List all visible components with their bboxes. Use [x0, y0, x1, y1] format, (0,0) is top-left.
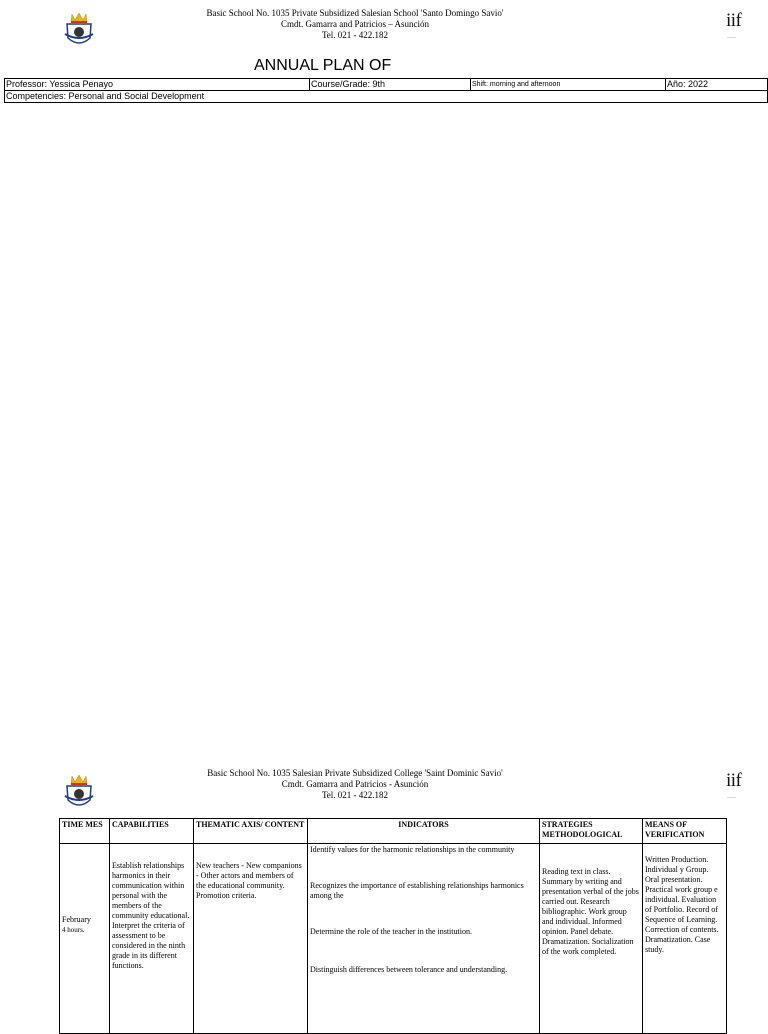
strategies-cell	[540, 844, 643, 1034]
capabilities-cell	[110, 844, 194, 1034]
competencies-cell: Competencies: Personal and Social Development	[5, 91, 768, 103]
iif-logo-text: iif	[726, 770, 742, 791]
school-header-text	[200, 768, 510, 801]
school-address: Cmdt. Gamarra and Patricios – Asunción	[281, 19, 429, 29]
header-capabilities: CAPABILITIES	[110, 819, 194, 844]
year-cell: Año: 2022	[666, 79, 768, 91]
thematic-text: New teachers - New companions - Other actors and members of the educational community. Promotion criteria.	[196, 861, 302, 900]
plan-info-table	[4, 78, 768, 103]
thematic-cell	[194, 844, 308, 1034]
hours-label: 4 hours.	[62, 926, 85, 934]
capabilities-text: Establish relationships harmonics in their communication within personal with the members of the community educational. Interpret the criteria of assessment to be considered in the ninth grade in its different functions.	[112, 861, 190, 970]
time-cell	[60, 844, 110, 1034]
indicator-item: Distinguish differences between tolerance and understanding.	[310, 965, 508, 974]
means-text: Written Production. Individual y Group. Oral presentation. Practical work group e individual. Evaluation of Portfolio. Record of Sequence of Learning. Correction of contents. Dramatization. Case study.	[645, 855, 719, 954]
table-row	[60, 844, 727, 1034]
header-strategies: STRATEGIES METHODOLOGICAL	[540, 819, 643, 844]
indicator-item: Determine the role of the teacher in the institution.	[310, 927, 472, 936]
iif-logo-tagline: ———	[727, 795, 736, 799]
indicators-cell	[308, 844, 540, 1034]
month-label: February	[62, 915, 91, 924]
school-name: Basic School No. 1035 Salesian Private Subsidized College 'Saint Dominic Savio'	[207, 768, 503, 778]
iif-logo-tagline: ———	[727, 35, 736, 39]
strategies-text: Reading text in class. Summary by writing and presentation verbal of the jobs carried out. Research bibliographic. Work group and individual. Informed opinion. Panel debate. Dramatization. Socialization of the work completed.	[542, 867, 639, 956]
document-title: ANNUAL PLAN OF	[254, 57, 392, 74]
header-means: MEANS OF VERIFICATION	[643, 819, 727, 844]
page-header-top	[0, 6, 768, 56]
course-cell: Course/Grade: 9th	[310, 79, 471, 91]
iif-logo-text: iif	[726, 10, 742, 31]
school-address: Cmdt. Gamarra and Patricios - Asunción	[281, 779, 429, 789]
shift-cell: Shift: morning and afternoon	[471, 79, 666, 91]
indicator-item: Recognizes the importance of establishing relationships harmonics among the	[310, 881, 524, 900]
school-header-text	[200, 8, 510, 41]
school-phone: Tel. 021 - 422.182	[321, 30, 389, 40]
school-crest-logo	[62, 774, 96, 810]
school-phone: Tel. 021 - 422.182	[321, 790, 389, 800]
annual-plan-table	[59, 818, 727, 1034]
school-crest-logo	[62, 12, 96, 48]
page-header-second	[0, 768, 768, 818]
iif-logo	[723, 8, 753, 46]
professor-cell: Professor: Yessica Penayo	[5, 79, 310, 91]
header-indicators: INDICATORS	[308, 819, 540, 844]
iif-logo	[723, 768, 753, 806]
school-name: Basic School No. 1035 Private Subsidized Salesian School 'Santo Domingo Savio'	[206, 8, 504, 18]
means-cell	[643, 844, 727, 1034]
header-time: TIME MES	[60, 819, 110, 844]
header-thematic: THEMATIC AXIS/ CONTENT	[194, 819, 308, 844]
indicator-item: Identify values for the harmonic relationships in the community	[310, 845, 515, 854]
